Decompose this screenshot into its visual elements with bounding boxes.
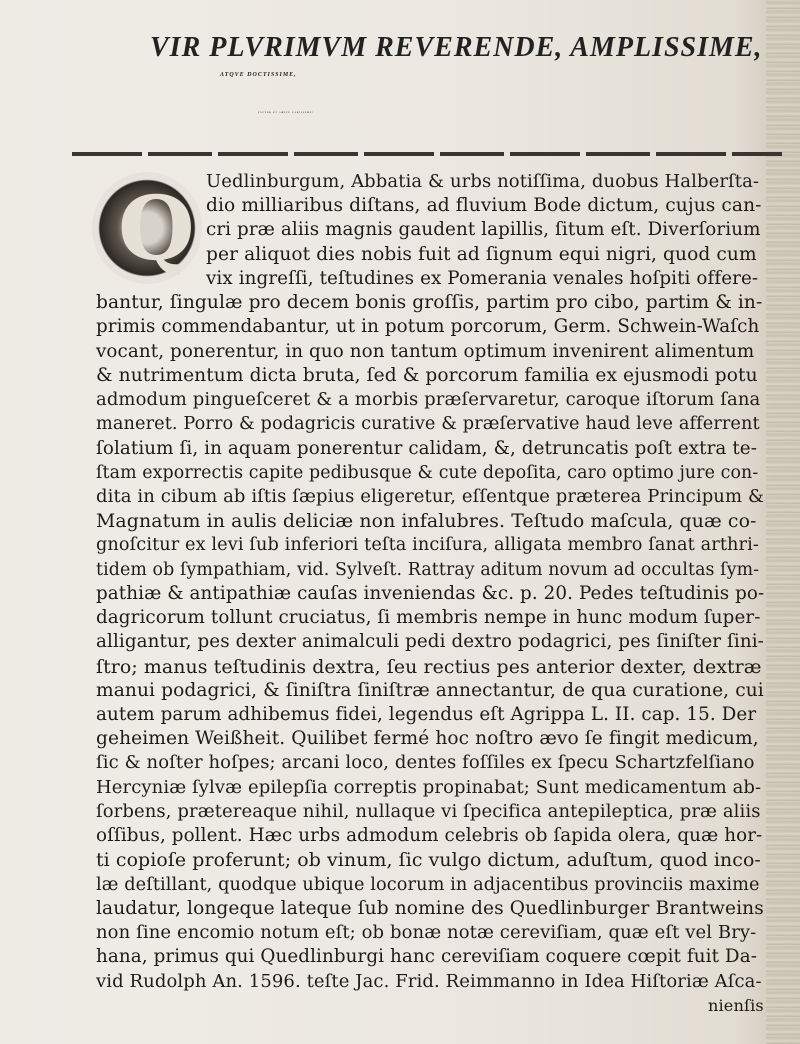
text-line-29: ti copioſe proferunt; ob vinum, ſic vulgo dictum, aduſtum, quod inco- (96, 849, 761, 872)
text-line-5: vix ingreſſi, teſtudines ex Pomerania venales hoſpiti offere- (206, 267, 759, 289)
text-line-6: bantur, ſingulæ pro decem bonis groſſis, partim pro cibo, partim & in- (96, 292, 763, 314)
text-line-12: ſolatium ſi, in aquam ponerentur calidam, &, detruncatis poſt extra te- (96, 437, 757, 459)
text-line-20: alligantur, pes dexter animalculi pedi dextro podagrici, pes ſiniſter ſini- (96, 631, 764, 653)
salutation-line-1: VIR PLVRIMVM REVERENDE, AMPLISSIME, (150, 32, 763, 63)
text-line-3: cri præ aliis magnis gaudent lapillis, ſitum eſt. Diverſorium (206, 219, 761, 241)
text-line-14: dita in cibum ab iſtis ſæpius eligeretur, eſſentque præterea Principum & (96, 485, 765, 507)
text-line-27: ſorbens, prætereaque nihil, nullaque vi ſpecifica antepileptica, præ aliis (96, 800, 761, 822)
text-line-13: ſtam exporrectis capite pedibusque & cute depoſita, caro optimo jure con- (96, 462, 759, 483)
salutation-line-2: ATQVE DOCTISSIME, (220, 72, 297, 78)
text-line-19: dagricorum tollunt cruciatus, ſi membris nempe in hunc modum ſuper- (96, 607, 761, 629)
text-line-9: & nutrimentum dicta bruta, ſed & porcorum familia ex ejusmodi potu (96, 364, 758, 386)
text-line-21: ſtro; manus teſtudinis dextra, ſeu rectius pes anterior dexter, dextræ (96, 655, 762, 678)
text-line-1: Uedlinburgum, Abbatia & urbs notiſſima, duobus Halberſta- (206, 171, 760, 192)
text-line-10: admodum pingueſceret & a morbis præſervaretur, caroque iſtorum ſana (96, 389, 761, 411)
text-line-18: pathiæ & antipathiæ cauſas inveniendas &c. p. 20. Pedes teſtudinis po- (96, 582, 765, 604)
text-line-24: geheimen Weißheit. Quilibet fermé hoc noſtro ævo ſe fingit medicum, (96, 728, 759, 750)
catchword: nienſis (708, 995, 764, 1015)
text-line-26: Hercyniæ ſylvæ epilepſia correptis propinabat; Sunt medicamentum ab- (96, 776, 762, 798)
page-edge (766, 0, 800, 1044)
text-line-17: tidem ob ſympathiam, vid. Sylveſt. Rattray aditum novum ad occultas ſym- (96, 559, 760, 580)
text-line-2: dio milliaribus diſtans, ad fluvium Bode dictum, cujus can- (206, 195, 762, 217)
text-line-4: per aliquot dies nobis fuit ad ſignum equi nigri, quod cum (206, 243, 757, 265)
text-line-22: manui podagrici, & ſiniſtra ſiniſtræ annectantur, de qua curatione, cui (96, 679, 764, 701)
text-line-8: vocant, ponerentur, in quo non tantum optimum invenirent alimentum (96, 340, 755, 362)
text-line-11: maneret. Porro & podagricis curative & præſervative haud leve afferrent (96, 414, 760, 435)
text-line-7: primis commendabantur, ut in potum porcorum, Germ. Schwein-Waſch (96, 316, 760, 338)
text-line-25: ſic & noſter hoſpes; arcani loco, dentes foſſiles ex ſpecu Schartzfelſiano (96, 752, 755, 774)
salutation-line-3: FAVTOR ET AMICE CARISSIME! (258, 112, 314, 114)
text-line-23: autem parum adhibemus fidei, legendus eſt Agrippa L. II. cap. 15. Der (96, 704, 757, 726)
text-line-34: vid Rudolph An. 1596. teſte Jac. Frid. Reimmanno in Idea Hiſtoriæ Aſca- (96, 970, 762, 992)
text-line-32: non ſine encomio notum eſt; ob bonæ notæ cereviſiam, quæ eſt vel Bry- (96, 922, 757, 944)
text-line-31: laudatur, longeque lateque ſub nomine des Quedlinburger Brantweins (96, 897, 764, 919)
text-line-28: oſſibus, pollent. Hæc urbs admodum celebris ob ſapida olera, quæ hor- (96, 825, 763, 847)
text-line-30: læ deſtillant, quodque ubique locorum in adjacentibus provinciis maxime (96, 874, 760, 895)
initial-letter: Q (118, 176, 195, 280)
text-line-33: hana, primus qui Quedlinburgi hanc cereviſiam coquere cœpit fuit Da- (96, 946, 757, 968)
ornamental-rule (72, 152, 782, 156)
text-line-16: gnoſcitur ex levi ſub inferiori teſta inciſura, alligata membro ſanat arthri- (96, 535, 759, 556)
text-line-15: Magnatum in aulis deliciæ non infalubres. Teſtudo maſcula, quæ co- (96, 510, 757, 533)
